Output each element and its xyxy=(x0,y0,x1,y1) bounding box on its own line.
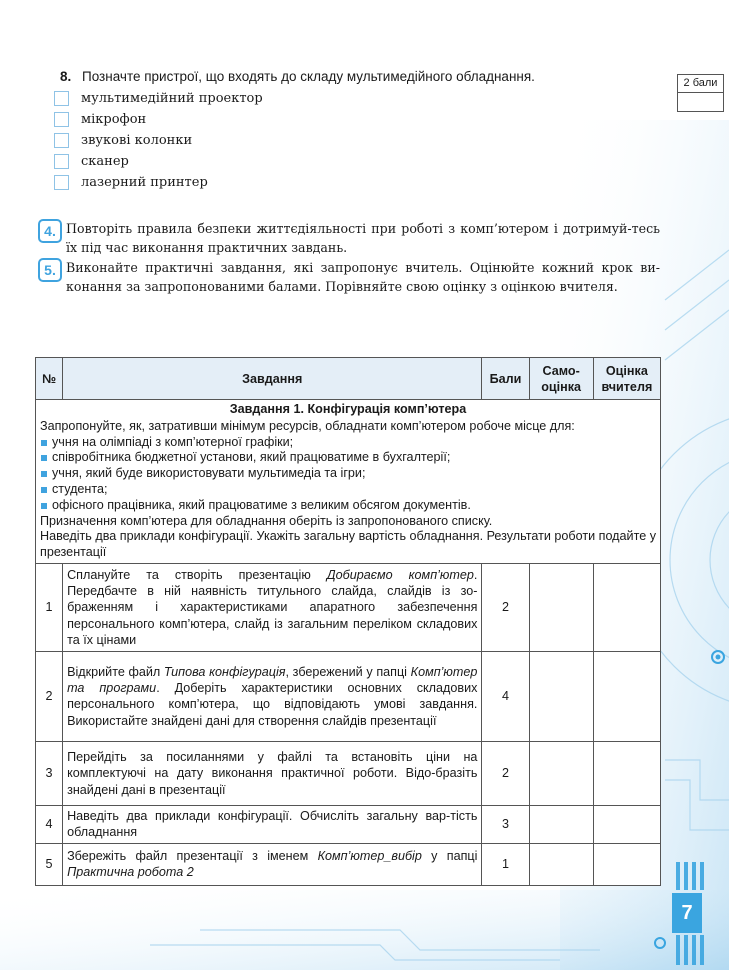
header-task: Завдання xyxy=(63,358,482,400)
row-task: Сплануйте та створіть презентацію Добираємо комп’ютер. Передбачте в ній наявність титульного слайда, слайдів із зо-браженням і характеристиками апаратного забезпечення персонального комп’ютера, слайд із загальним переліком складових та їх цінами xyxy=(63,563,482,651)
task-intro xyxy=(36,400,661,564)
list-item xyxy=(40,482,656,498)
header-num: № xyxy=(36,358,63,400)
tasks-table xyxy=(35,357,661,886)
row-points: 1 xyxy=(482,843,529,885)
bullet-icon xyxy=(41,503,47,509)
task-lead: Запропонуйте, як, затративши мінімум ресурсів, обладнати комп’ютером робоче місце для: xyxy=(40,418,575,433)
teacher-score-cell[interactable] xyxy=(593,563,660,651)
task-title: Завдання 1. Конфігурація комп’ютера xyxy=(229,402,467,416)
row-task: Збережіть файл презентації з іменем Комп’ютер_вибір у папці Практична робота 2 xyxy=(63,843,482,885)
list-item xyxy=(40,466,656,482)
list-item xyxy=(40,450,656,466)
row-points: 2 xyxy=(482,741,529,805)
option-label: мультимедійний проектор xyxy=(81,90,263,106)
table-row xyxy=(36,843,661,885)
page-number: 7 xyxy=(672,893,702,933)
table-row xyxy=(36,651,661,741)
row-points: 4 xyxy=(482,651,529,741)
self-score-cell[interactable] xyxy=(529,805,593,843)
row-number: 4 xyxy=(36,805,63,843)
checkbox[interactable] xyxy=(54,91,69,106)
row-points: 2 xyxy=(482,563,529,651)
step-text: Повторіть правила безпеки життєдіяльності при роботі з комп’ютером і дотримуй-тесь їх під час виконання практичних завдань. xyxy=(66,221,660,255)
row-number: 1 xyxy=(36,563,63,651)
list-item-text: студента; xyxy=(52,481,108,496)
table-row xyxy=(36,805,661,843)
bullet-icon xyxy=(41,455,47,461)
row-points: 3 xyxy=(482,805,529,843)
option-label: сканер xyxy=(81,153,129,169)
question-number: 8. xyxy=(60,69,72,84)
score-box[interactable] xyxy=(677,74,724,112)
table-row xyxy=(36,563,661,651)
step-4 xyxy=(38,219,660,257)
step-5 xyxy=(38,258,660,296)
question-8 xyxy=(60,68,660,191)
option-item[interactable] xyxy=(60,131,660,149)
task-instruction: Призначення комп’ютера для обладнання оберіть із запропонованого списку. xyxy=(40,513,493,528)
list-item-text: учня, який буде використовувати мультимедіа та ігри; xyxy=(52,466,366,481)
step-number-badge: 5. xyxy=(38,258,62,282)
bullet-icon xyxy=(41,440,47,446)
score-label: 2 бали xyxy=(678,75,723,93)
list-item xyxy=(40,498,656,514)
option-label: мікрофон xyxy=(81,111,147,127)
row-task: Перейдіть за посиланнями у файлі та встановіть ціни на комплектуючі на дату виконання практичної роботи. Відо-бразіть знайдені дані в презентації xyxy=(63,741,482,805)
teacher-score-cell[interactable] xyxy=(593,651,660,741)
checkbox[interactable] xyxy=(54,112,69,127)
option-item[interactable] xyxy=(60,173,660,191)
header-points: Бали xyxy=(482,358,529,400)
option-label: лазерний принтер xyxy=(81,174,208,190)
header-teacher-score: Оцінка вчителя xyxy=(593,358,660,400)
self-score-cell[interactable] xyxy=(529,651,593,741)
table-header-row xyxy=(36,358,661,400)
table-row xyxy=(36,741,661,805)
step-number-badge: 4. xyxy=(38,219,62,243)
checkbox[interactable] xyxy=(54,175,69,190)
list-item-text: співробітника бюджетної установи, який працюватиме в бухгалтерії; xyxy=(52,450,451,465)
task-instruction: Наведіть два приклади конфігурації. Укажіть загальну вартість обладнання. Результати роботи подайте у презентації xyxy=(40,529,656,560)
list-item-text: офісного працівника, який працюватиме з великим обсягом документів. xyxy=(52,497,471,512)
task-intro-row xyxy=(36,400,661,564)
option-item[interactable] xyxy=(60,110,660,128)
option-item[interactable] xyxy=(60,152,660,170)
header-self-score: Само-оцінка xyxy=(529,358,593,400)
teacher-score-cell[interactable] xyxy=(593,805,660,843)
option-item[interactable] xyxy=(60,89,660,107)
bullet-icon xyxy=(41,471,47,477)
option-label: звукові колонки xyxy=(81,132,193,148)
bullet-icon xyxy=(41,487,47,493)
row-number: 5 xyxy=(36,843,63,885)
question-text: Позначте пристрої, що входять до складу мультимедійного обладнання. xyxy=(82,69,535,84)
row-number: 2 xyxy=(36,651,63,741)
row-task: Відкрийте файл Типова конфігурація, збережений у папці Комп’ютер та програми. Доберіть характеристики основних складових персонального комп’ютера, що відповідають умові завдання. Використайте знайдені дані для створення слайдів презентації xyxy=(63,651,482,741)
step-text: Виконайте практичні завдання, які запропонує вчитель. Оцінюйте кожний крок ви-конання за запропонованими балами. Порівняйте свою оцінку з оцінкою вчителя. xyxy=(66,260,660,294)
checkbox[interactable] xyxy=(54,154,69,169)
self-score-cell[interactable] xyxy=(529,741,593,805)
row-task: Наведіть два приклади конфігурації. Обчисліть загальну вар-тість обладнання xyxy=(63,805,482,843)
row-number: 3 xyxy=(36,741,63,805)
teacher-score-cell[interactable] xyxy=(593,843,660,885)
self-score-cell[interactable] xyxy=(529,563,593,651)
self-score-cell[interactable] xyxy=(529,843,593,885)
list-item-text: учня на олімпіаді з комп’ютерної графіки; xyxy=(52,434,294,449)
checkbox[interactable] xyxy=(54,133,69,148)
list-item xyxy=(40,435,656,451)
teacher-score-cell[interactable] xyxy=(593,741,660,805)
